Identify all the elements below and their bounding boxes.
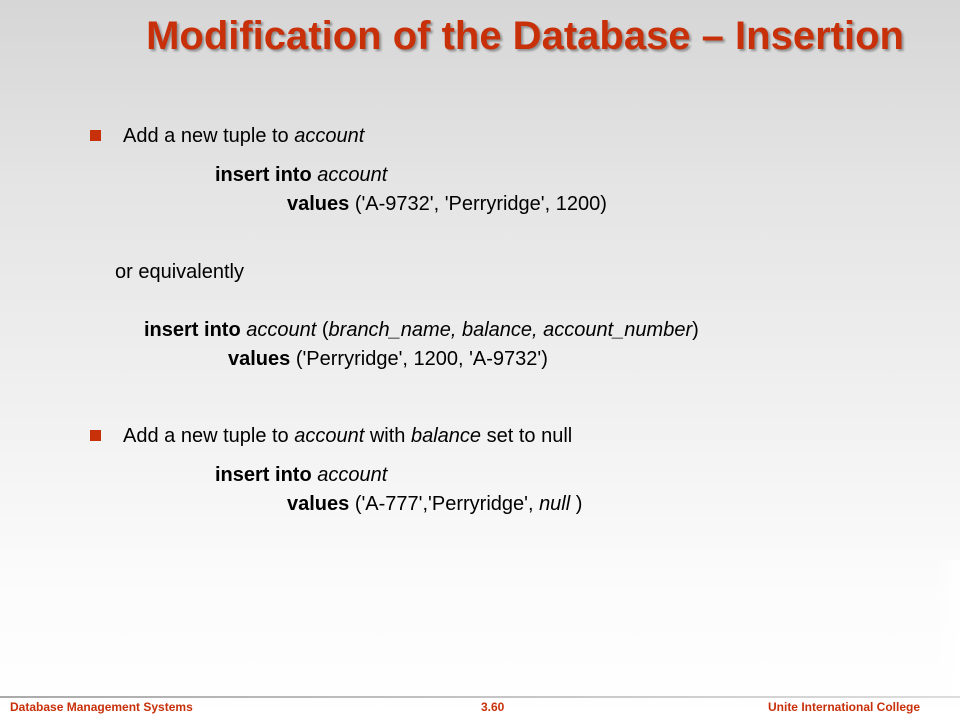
code-3-null: null — [539, 493, 571, 515]
code-2-insert-keyword: insert into — [144, 319, 241, 341]
code-2-columns: branch_name, balance, account_number — [328, 319, 693, 341]
bullet-square-icon — [90, 130, 101, 141]
bullet-2-mid: with — [364, 425, 411, 447]
code-2-values-keyword: values — [228, 348, 291, 370]
code-1-table: account — [317, 164, 388, 186]
corner-decoration — [934, 560, 960, 700]
footer-left: Database Management Systems — [10, 700, 193, 714]
slide-title: Modification of the Database – Insertion — [146, 14, 904, 58]
bullet-1-prefix: Add a new tuple to — [123, 125, 295, 147]
code-2-table: account — [246, 319, 317, 341]
code-3-values — [287, 492, 582, 516]
bullet-2-text — [123, 424, 572, 448]
code-1-values — [287, 192, 607, 216]
code-1-values-keyword: values — [287, 193, 350, 215]
bullet-square-icon — [90, 430, 101, 441]
code-3-args-end: ) — [570, 493, 583, 515]
code-2-values — [228, 347, 548, 371]
code-1-insert — [215, 163, 387, 187]
bullet-2-table: account — [294, 425, 365, 447]
code-3-insert-keyword: insert into — [215, 464, 312, 486]
footer — [0, 698, 960, 720]
code-3-args-start: ('A-777','Perryridge', — [354, 493, 540, 515]
code-2-insert — [144, 318, 699, 342]
code-3-insert — [215, 463, 387, 487]
code-2-args: ('Perryridge', 1200, 'A-9732') — [295, 348, 548, 370]
bullet-1-text — [123, 124, 364, 148]
or-equivalently-text: or equivalently — [115, 261, 244, 283]
code-2-close-paren: ) — [692, 319, 699, 341]
footer-page-number: 3.60 — [481, 700, 505, 714]
code-1-args: ('A-9732', 'Perryridge', 1200) — [354, 193, 607, 215]
code-3-values-keyword: values — [287, 493, 350, 515]
bullet-2-prefix: Add a new tuple to — [123, 425, 295, 447]
bullet-2-attr: balance — [410, 425, 482, 447]
code-1-insert-keyword: insert into — [215, 164, 312, 186]
code-3-table: account — [317, 464, 388, 486]
bullet-2-suffix: set to null — [481, 425, 573, 447]
bullet-1-table: account — [294, 125, 365, 147]
code-2-open-paren: ( — [321, 319, 329, 341]
footer-right: Unite International College — [767, 700, 920, 714]
